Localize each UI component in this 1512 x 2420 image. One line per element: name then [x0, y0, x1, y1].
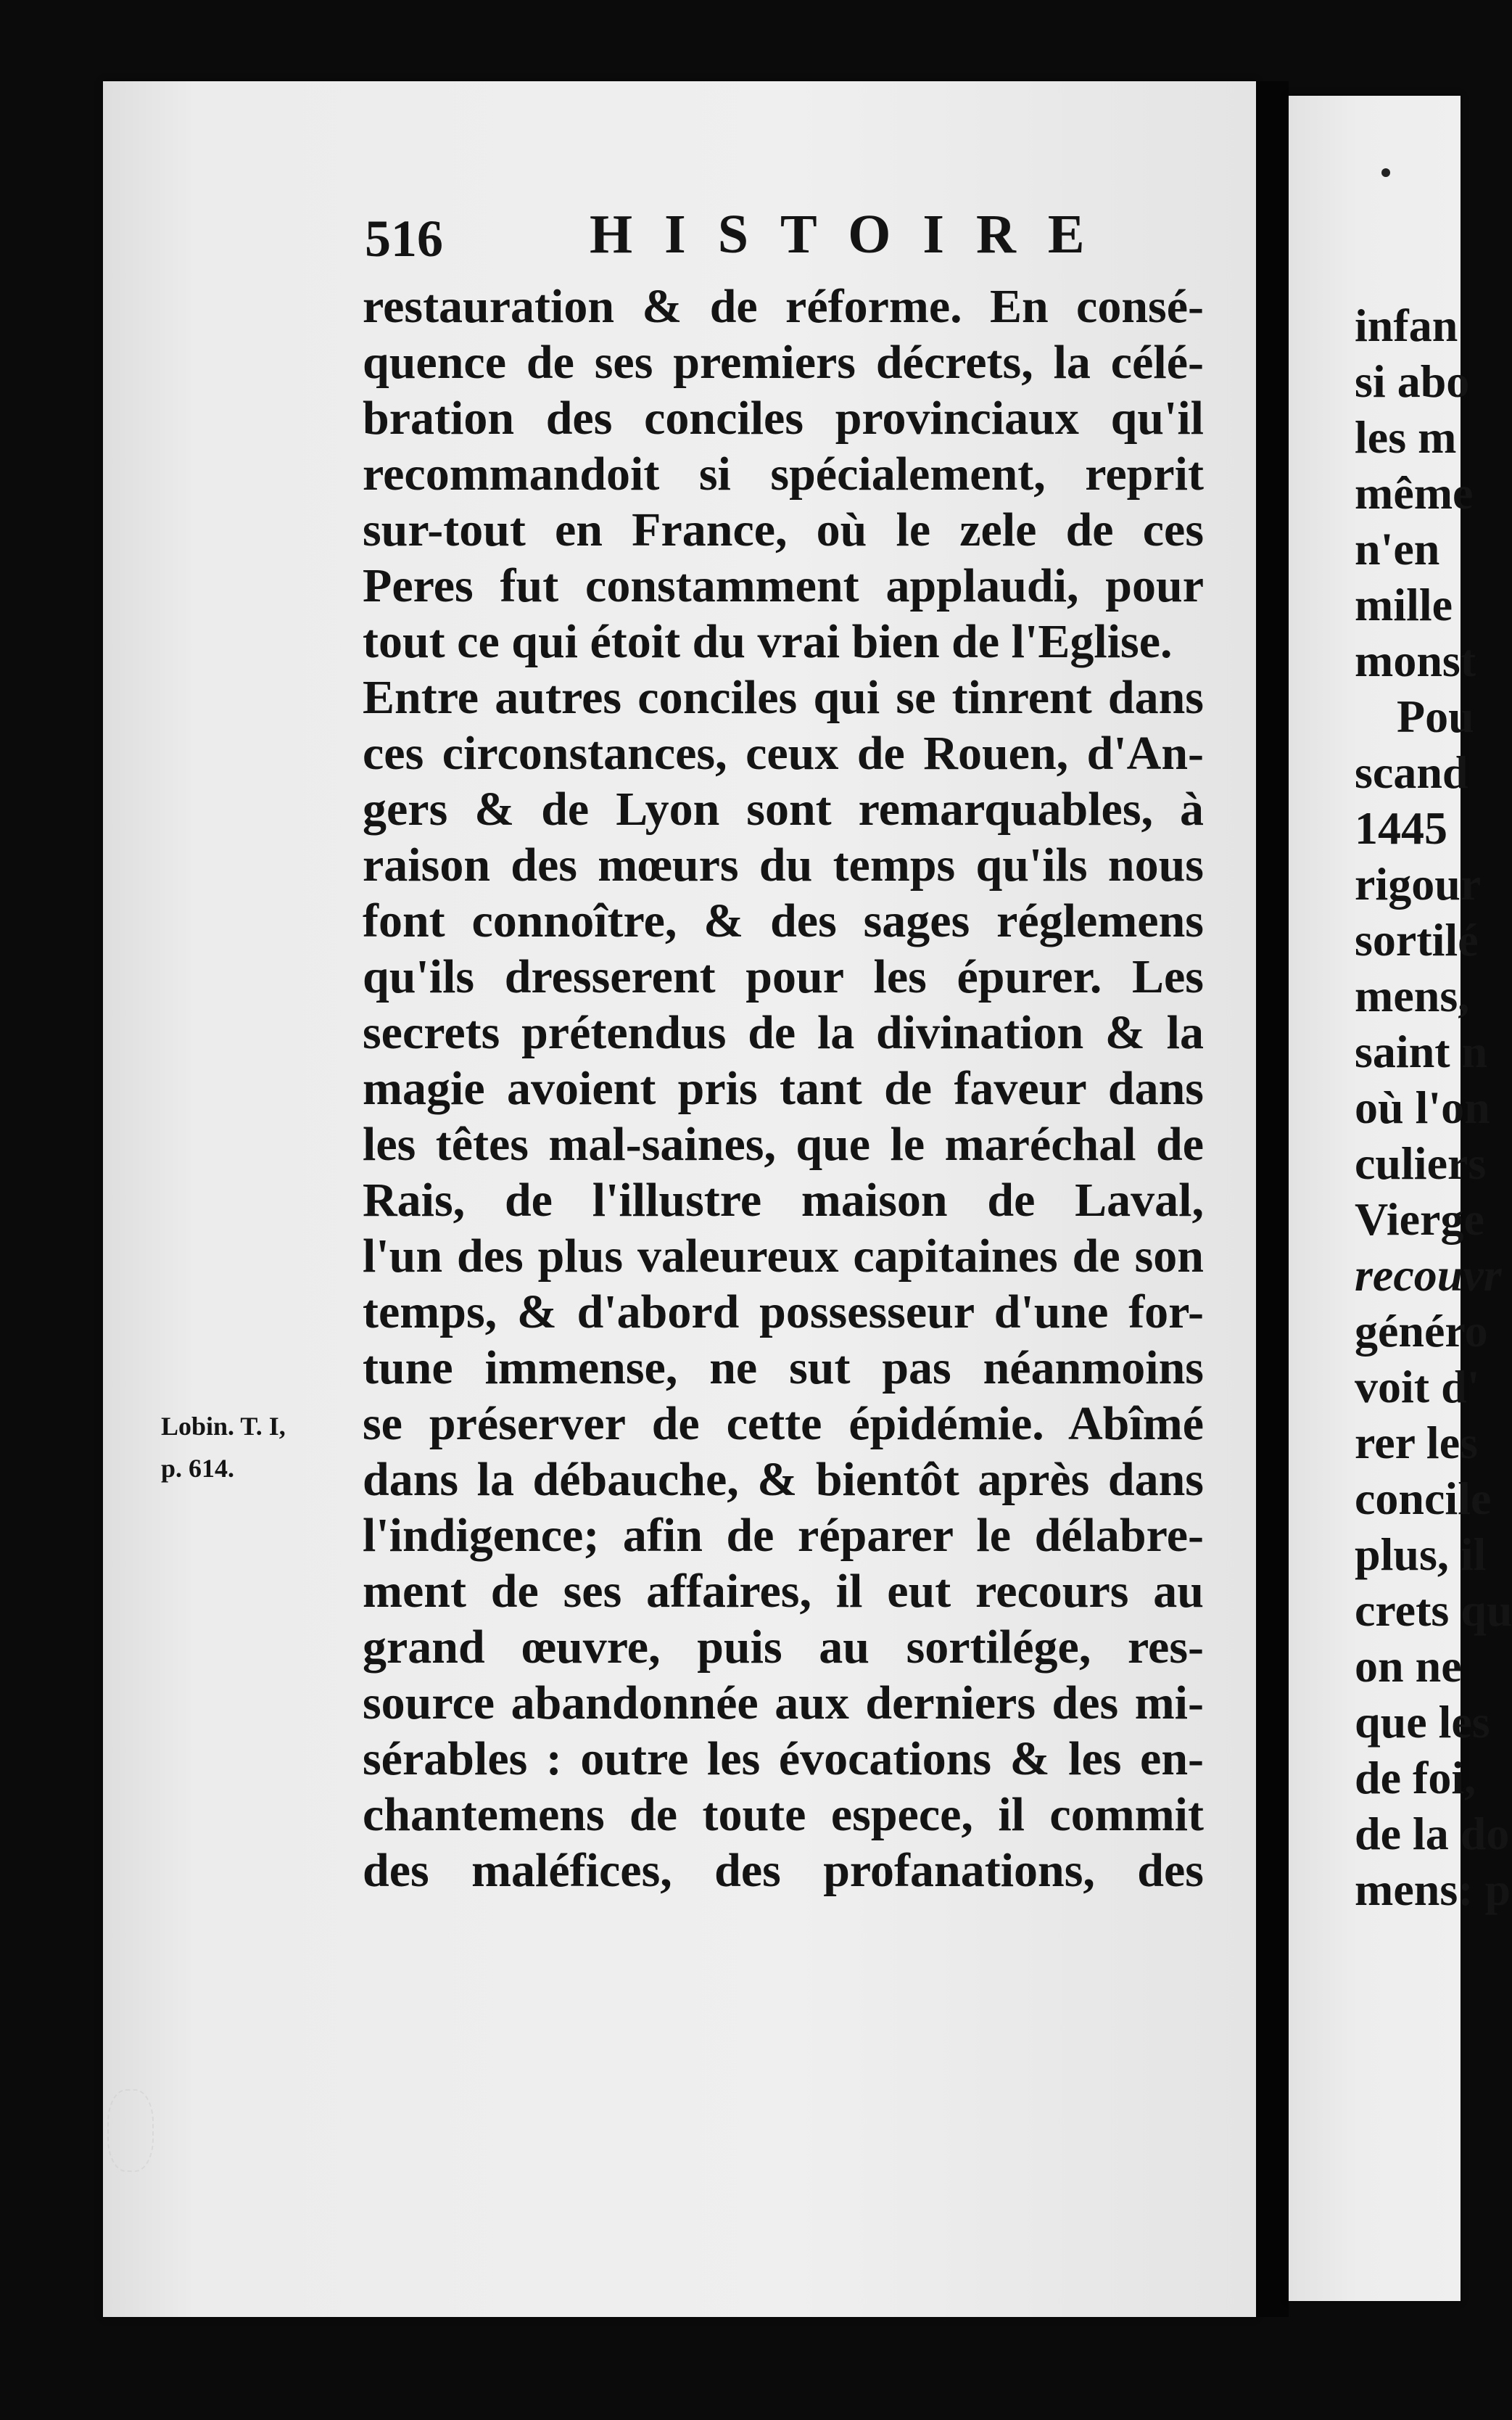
- text-line: qu'ils dresserent pour les épurer. Les: [363, 950, 1204, 1003]
- text-line: dans la débauche, & bientôt après dans: [363, 1453, 1204, 1506]
- right-text-line: de la do: [1355, 1808, 1510, 1859]
- text-line: tout ce qui étoit du vrai bien de l'Eglise.: [363, 615, 1173, 668]
- text-line: Rais, de l'illustre maison de Laval,: [363, 1174, 1204, 1227]
- right-text-line: même: [1355, 467, 1474, 519]
- right-text-line: rer les: [1355, 1417, 1478, 1468]
- right-text-line: concile: [1355, 1473, 1492, 1524]
- text-line: des maléfices, des profanations, des: [363, 1844, 1204, 1897]
- right-text-line: les m: [1355, 411, 1457, 463]
- text-line: bration des conciles provinciaux qu'il: [363, 392, 1204, 445]
- text-line: secrets prétendus de la divination & la: [363, 1006, 1204, 1059]
- page-number: 516: [365, 210, 443, 268]
- right-text-line: recouvr: [1355, 1249, 1502, 1301]
- text-line: restauration & de réforme. En consé-: [363, 280, 1204, 333]
- text-line: font connoître, & des sages réglemens: [363, 894, 1204, 947]
- text-line: ces circonstances, ceux de Rouen, d'An-: [363, 727, 1204, 780]
- right-text-line: 1445: [1355, 802, 1447, 854]
- right-text-line: saint n: [1355, 1026, 1488, 1077]
- margin-note: [161, 1405, 357, 1489]
- text-line: recommandoit si spécialement, reprit: [363, 448, 1204, 501]
- right-text-line: où l'on: [1355, 1082, 1490, 1133]
- right-text-line: mens: p: [1355, 1864, 1511, 1915]
- margin-note-line: Lobin. T. I,: [161, 1412, 286, 1441]
- text-line: temps, & d'abord possesseur d'une for-: [363, 1285, 1204, 1338]
- right-text-line: si abo: [1355, 355, 1470, 407]
- text-line: se préserver de cette épidémie. Abîmé: [363, 1397, 1204, 1450]
- text-line: ment de ses affaires, il eut recours au: [363, 1565, 1204, 1618]
- text-line: Peres fut constamment applaudi, pour: [363, 559, 1204, 612]
- right-text-line: monst: [1355, 635, 1476, 686]
- book-gutter: [1256, 81, 1289, 2317]
- right-text-line: scand: [1355, 746, 1468, 798]
- ink-speck: [1381, 168, 1390, 177]
- text-line: gers & de Lyon sont remarquables, à: [363, 783, 1204, 836]
- page-header: [365, 194, 1235, 274]
- running-title: HISTOIRE: [590, 204, 1117, 265]
- margin-note-line: p. 614.: [161, 1454, 235, 1483]
- text-line: source abandonnée aux derniers des mi-: [363, 1676, 1204, 1729]
- right-text-line: on ne: [1355, 1640, 1462, 1692]
- right-text-line: voit d': [1355, 1361, 1480, 1412]
- right-text-line: que les: [1355, 1696, 1490, 1748]
- text-line: magie avoient pris tant de faveur dans: [363, 1062, 1204, 1115]
- text-line: quence de ses premiers décrets, la célé-: [363, 336, 1204, 389]
- right-text-line: mille: [1355, 579, 1453, 630]
- right-text-line: mens,: [1355, 970, 1470, 1021]
- right-page-text: [1355, 297, 1512, 1917]
- text-line: sérables : outre les évocations & les en-: [363, 1732, 1204, 1785]
- text-line: sur-tout en France, où le zele de ces: [363, 503, 1204, 556]
- right-text-line: culiers: [1355, 1137, 1487, 1189]
- body-text: [363, 279, 1204, 1898]
- right-text-line: Vierge: [1355, 1193, 1484, 1245]
- text-line: Entre autres conciles qui se tinrent dans: [363, 671, 1204, 724]
- right-text-line: n'en: [1355, 523, 1440, 575]
- right-text-line: infan: [1355, 300, 1458, 351]
- text-line: les têtes mal-saines, que le maréchal de: [363, 1118, 1204, 1171]
- text-line: chantemens de toute espece, il commit: [363, 1788, 1204, 1841]
- right-text-line: crets qu: [1355, 1584, 1512, 1636]
- right-text-line: plus, il: [1355, 1528, 1487, 1580]
- text-line: l'un des plus valeureux capitaines de son: [363, 1230, 1204, 1283]
- page-stain: [107, 2089, 154, 2172]
- right-text-line: rigour: [1355, 858, 1482, 910]
- right-text-line: généro: [1355, 1305, 1488, 1357]
- right-text-line: sortilé: [1355, 914, 1479, 966]
- text-line: tune immense, ne sut pas néanmoins: [363, 1341, 1204, 1394]
- right-text-line: Pou: [1397, 691, 1474, 742]
- text-line: raison des mœurs du temps qu'ils nous: [363, 839, 1204, 892]
- text-line: l'indigence; afin de réparer le délabre-: [363, 1509, 1204, 1562]
- right-text-line: de foi,: [1355, 1752, 1476, 1803]
- text-line: grand œuvre, puis au sortilége, res-: [363, 1621, 1204, 1674]
